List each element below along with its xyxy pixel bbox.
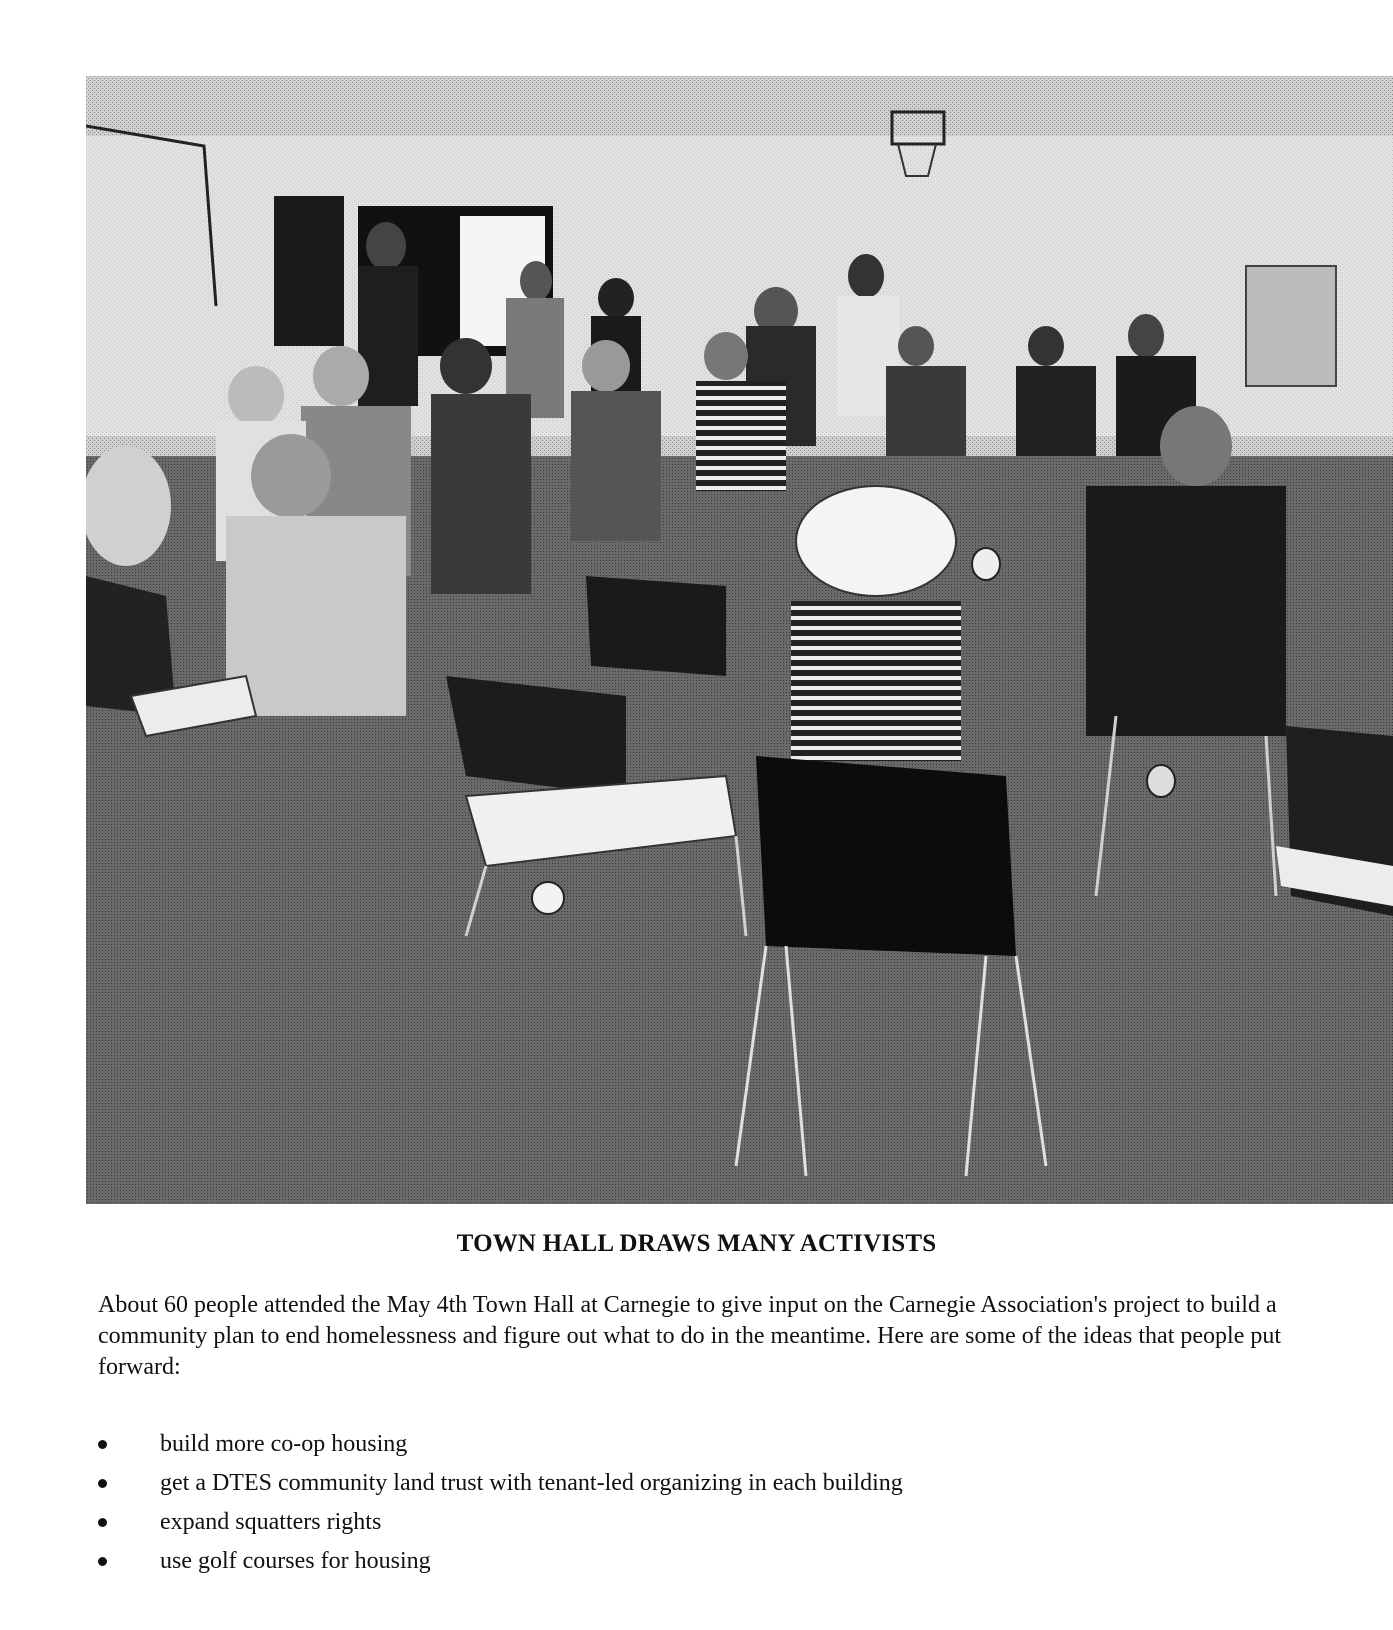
meeting-photo (86, 76, 1393, 1204)
bullet-icon (98, 1479, 107, 1488)
list-item (98, 1503, 1298, 1542)
article-paragraph: About 60 people attended the May 4th Town Hall at Carnegie to give input on the Carnegie Association's project to build a community plan to end homelessness and figure out what to do in the meantime. Here are some of the ideas that people put forward: (98, 1292, 1282, 1380)
idea-text: get a DTES community land trust with tenant-led organizing in each building (160, 1470, 903, 1496)
list-item (98, 1542, 1298, 1581)
ideas-list (98, 1425, 1298, 1581)
bullet-icon (98, 1440, 107, 1449)
bullet-icon (98, 1557, 107, 1566)
bullet-icon (98, 1518, 107, 1527)
idea-text: expand squatters rights (160, 1509, 382, 1535)
list-item (98, 1425, 1298, 1464)
list-item (98, 1464, 1298, 1503)
meeting-photo-graphic (86, 76, 1393, 1204)
idea-text: use golf courses for housing (160, 1548, 431, 1574)
idea-text: build more co-op housing (160, 1431, 408, 1457)
article-headline: TOWN HALL DRAWS MANY ACTIVISTS (456, 1230, 937, 1257)
